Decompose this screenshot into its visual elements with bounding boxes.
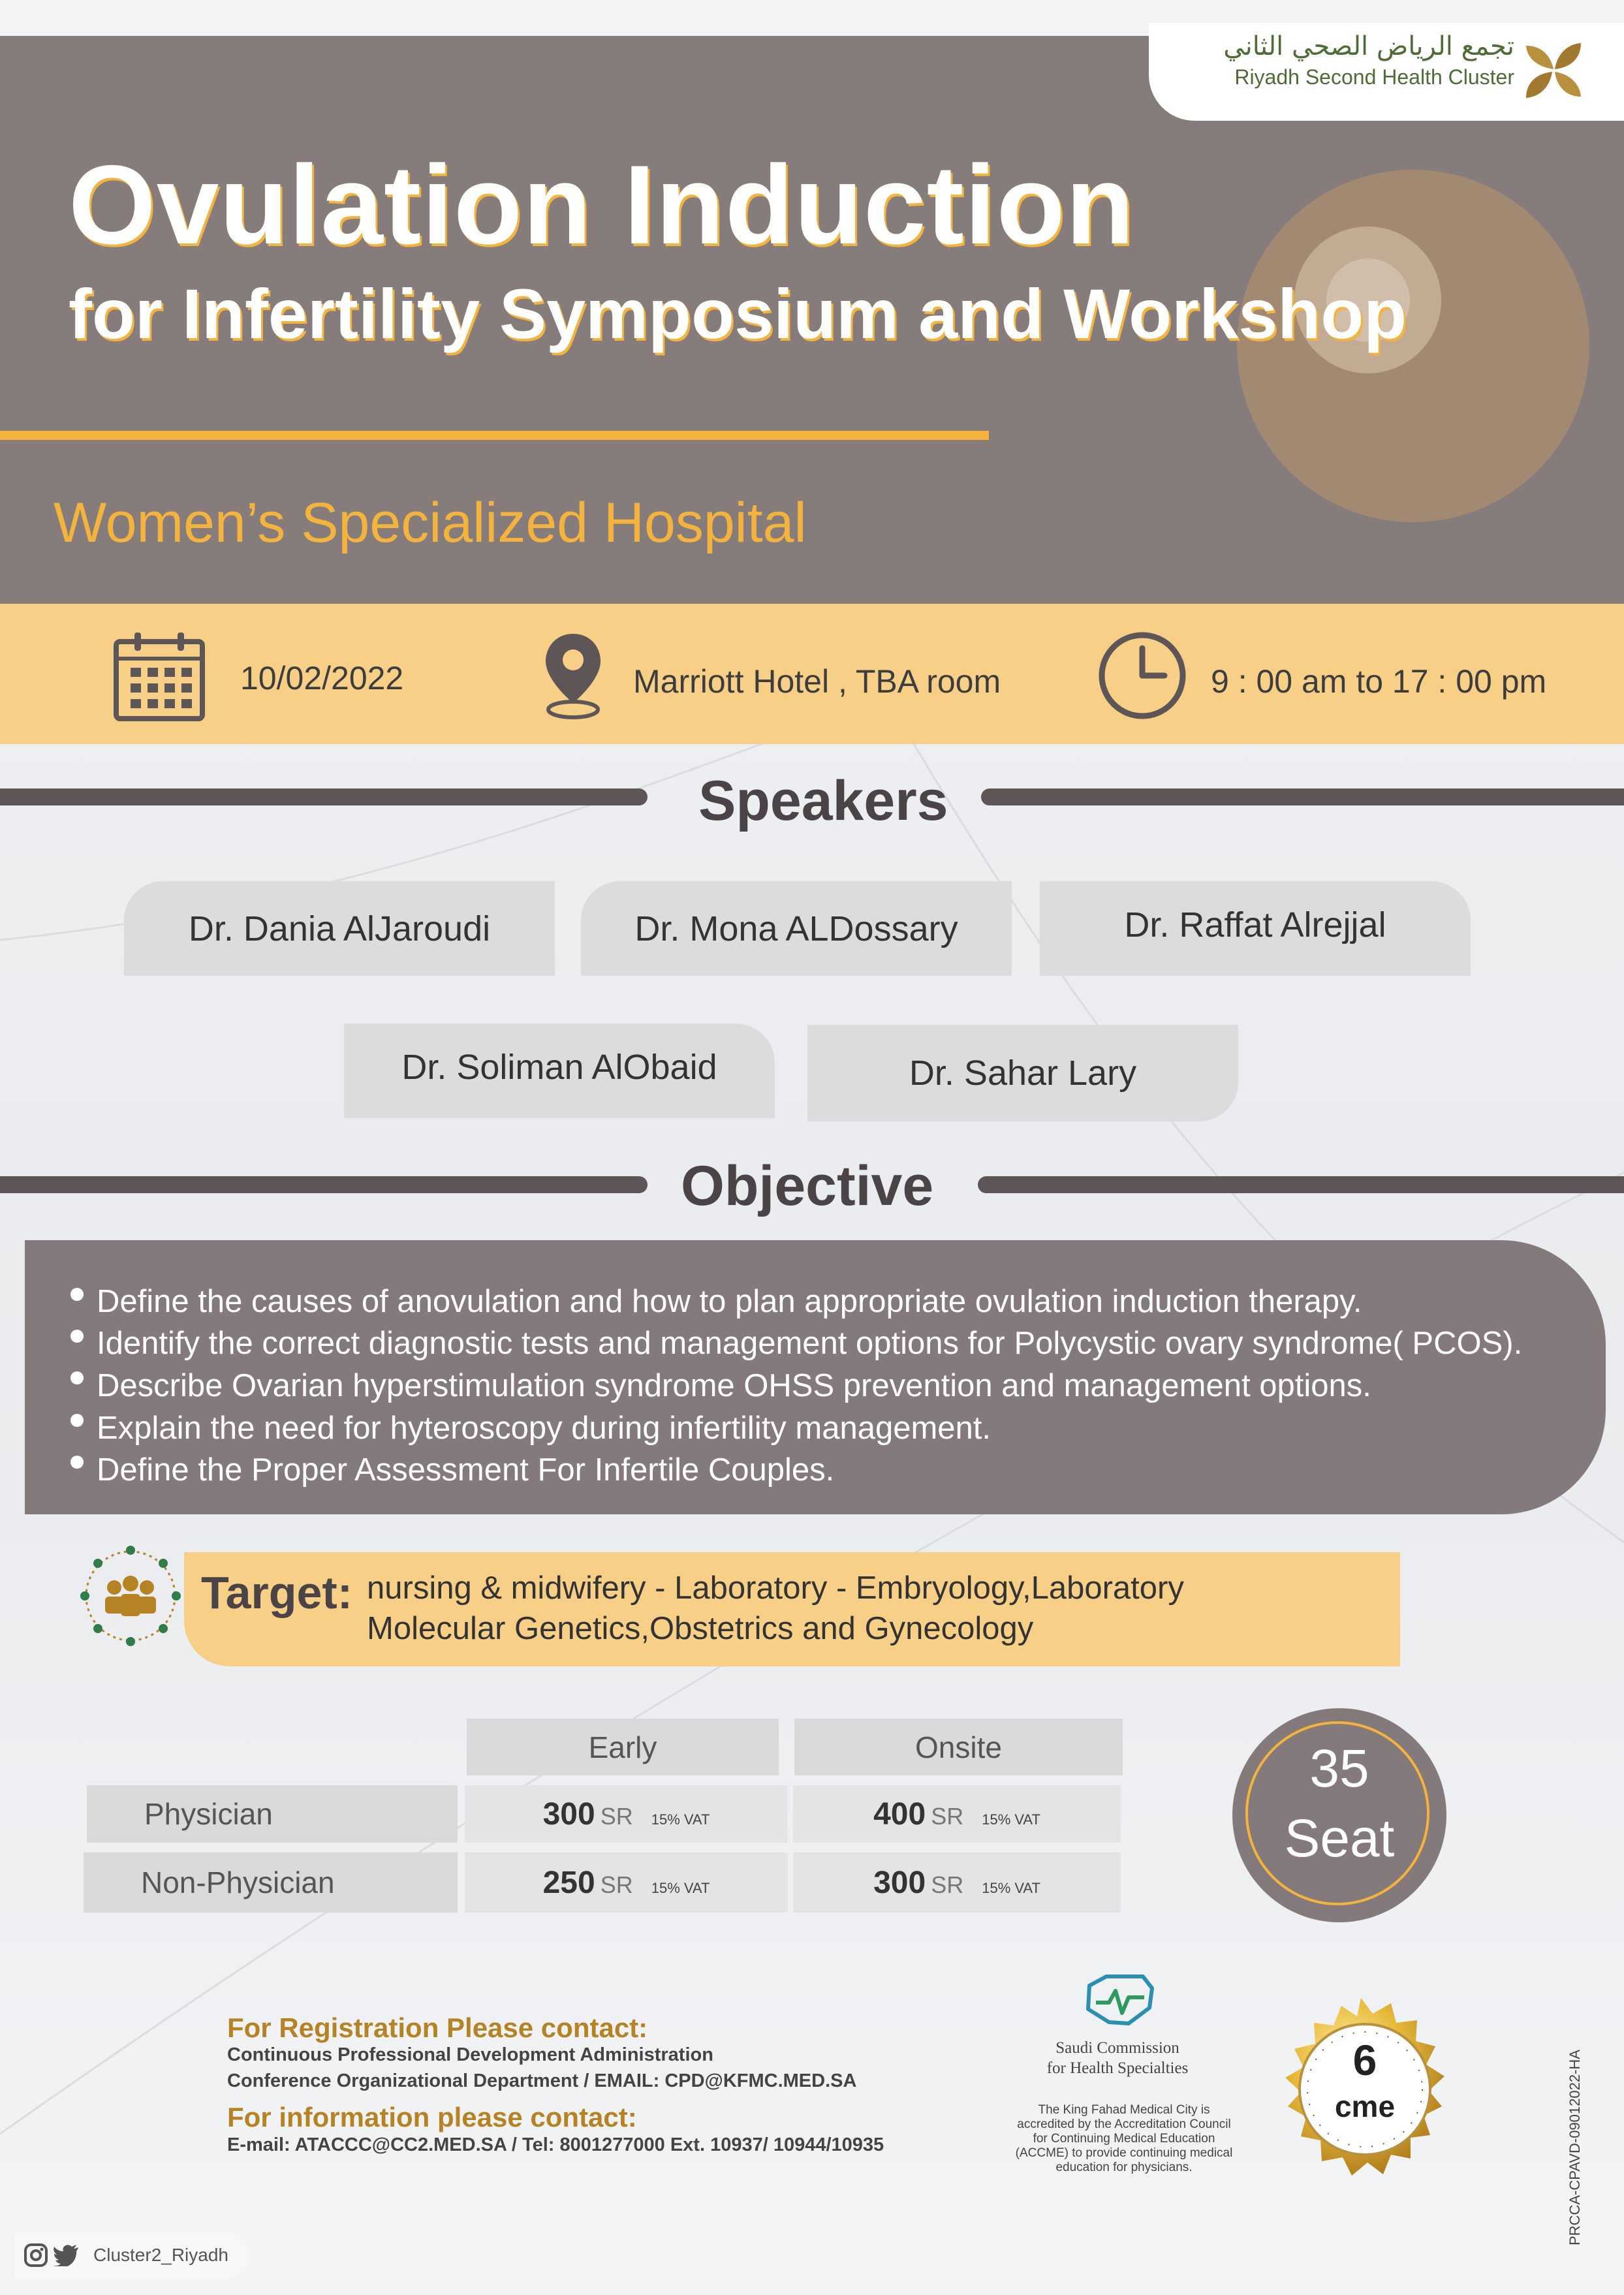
- seat-number: 35: [1309, 1739, 1369, 1798]
- fee-price: [543, 1796, 710, 1832]
- speakers-divider-right: [981, 788, 1624, 805]
- calendar-icon: [112, 630, 207, 723]
- fee-amount: 300: [542, 1796, 595, 1832]
- fee-vat: 15% VAT: [651, 1879, 710, 1896]
- fee-currency: SR: [931, 1871, 964, 1898]
- registration-heading: For Registration Please contact:: [227, 2012, 648, 2043]
- target-label: Target:: [201, 1567, 353, 1618]
- hospital-name: Women’s Specialized Hospital: [54, 492, 807, 554]
- fee-vat: 15% VAT: [982, 1811, 1040, 1828]
- fee-amount: 400: [873, 1796, 926, 1832]
- bullet: [70, 1288, 84, 1301]
- speaker-card: Dr. Mona ALDossary: [581, 881, 1012, 976]
- title-subtitle: for Infertility Symposium and Workshop: [69, 274, 1407, 353]
- bullet: [70, 1414, 84, 1427]
- accreditation-line: (ACCME) to provide continuing medical: [1015, 2146, 1233, 2160]
- information-contact-line: E-mail: ATACCC@CC2.MED.SA / Tel: 8001277000 Ext. 10937/ 10944/10935: [227, 2134, 884, 2155]
- speaker-card: Dr. Soliman AlObaid: [344, 1023, 775, 1118]
- fee-row-label: Physician: [87, 1785, 458, 1843]
- cme-hours: 6: [1352, 2036, 1377, 2084]
- speaker-card: Dr. Dania AlJaroudi: [124, 881, 555, 976]
- speakers-heading: Speakers: [698, 770, 948, 832]
- logo-english-text: Riyadh Second Health Cluster: [1234, 65, 1514, 89]
- objective-item: Define the causes of anovulation and how to plan appropriate ovulation induction therapy.: [97, 1284, 1362, 1319]
- objective-item: Define the Proper Assessment For Infertile Couples.: [97, 1452, 835, 1488]
- fee-price: [543, 1865, 710, 1901]
- registration-email-line: Conference Organizational Department / EMAIL: CPD@KFMC.MED.SA: [227, 2070, 857, 2091]
- accreditation-line: accredited by the Accreditation Council: [1017, 2117, 1231, 2131]
- scfhs-logo-icon: [1080, 1970, 1159, 2032]
- registration-line: Continuous Professional Development Administration: [227, 2044, 713, 2065]
- audience-group-icon: [75, 1540, 186, 1651]
- fee-cell: [793, 1785, 1121, 1843]
- fee-price: [873, 1796, 1040, 1832]
- speaker-card: Dr. Raffat Alrejjal: [1040, 881, 1471, 976]
- twitter-icon[interactable]: [54, 2244, 80, 2266]
- fee-cell: [465, 1852, 788, 1912]
- objective-divider-left: [0, 1176, 648, 1193]
- fee-currency: SR: [931, 1802, 964, 1830]
- fee-vat: 15% VAT: [982, 1879, 1040, 1896]
- scfhs-name-line: for Health Specialties: [1046, 2059, 1189, 2077]
- clock-icon: [1097, 630, 1188, 721]
- event-location: Marriott Hotel , TBA room: [633, 663, 1001, 700]
- bullet: [70, 1371, 84, 1384]
- target-audience-line: Molecular Genetics,Obstetrics and Gynecology: [367, 1611, 1034, 1646]
- objective-item: Describe Ovarian hyperstimulation syndrome OHSS prevention and management options.: [97, 1368, 1371, 1403]
- fee-cell: [793, 1852, 1121, 1912]
- information-heading: For information please contact:: [227, 2102, 637, 2132]
- event-time: 9 : 00 am to 17 : 00 pm: [1211, 663, 1547, 700]
- objective-divider-right: [978, 1176, 1624, 1193]
- speaker-card: Dr. Sahar Lary: [807, 1025, 1238, 1121]
- seat-label: Seat: [1284, 1809, 1395, 1868]
- location-pin-icon: [540, 630, 606, 721]
- document-code: PRCCA-CPAVD-09012022-HA: [1567, 2050, 1583, 2245]
- fee-amount: 250: [542, 1865, 595, 1900]
- cme-label: cme: [1334, 2089, 1396, 2123]
- fee-currency: SR: [600, 1871, 633, 1898]
- fee-currency: SR: [600, 1802, 633, 1830]
- fee-row-label: Non-Physician: [84, 1852, 458, 1912]
- title-divider: [0, 431, 989, 440]
- accreditation-line: for Continuing Medical Education: [1033, 2132, 1215, 2146]
- speakers-divider-left: [0, 788, 648, 805]
- fee-header-early: Early: [467, 1719, 779, 1775]
- fee-vat: 15% VAT: [651, 1811, 710, 1828]
- cluster-logo-icon: [1521, 38, 1586, 103]
- target-audience-line: nursing & midwifery - Laboratory - Embryology,Laboratory: [367, 1570, 1184, 1606]
- scfhs-name-line: Saudi Commission: [1055, 2039, 1179, 2057]
- social-handle[interactable]: Cluster2_Riyadh: [93, 2245, 228, 2265]
- fee-cell: [465, 1785, 788, 1843]
- objective-item: Identify the correct diagnostic tests and management options for Polycystic ovary syndrome( PCOS).: [97, 1326, 1523, 1361]
- fee-amount: 300: [873, 1865, 926, 1900]
- instagram-icon[interactable]: [23, 2243, 48, 2268]
- title-main: Ovulation Induction: [69, 142, 1135, 268]
- event-date: 10/02/2022: [240, 660, 404, 696]
- accreditation-line: education for physicians.: [1055, 2161, 1193, 2174]
- bullet: [70, 1456, 84, 1469]
- bullet: [70, 1330, 84, 1343]
- fee-header-onsite: Onsite: [794, 1719, 1123, 1775]
- accreditation-line: The King Fahad Medical City is: [1038, 2103, 1210, 2117]
- objective-item: Explain the need for hyteroscopy during infertility management.: [97, 1411, 992, 1446]
- fee-price: [873, 1865, 1040, 1901]
- objective-heading: Objective: [681, 1155, 934, 1217]
- logo-arabic-text: تجمع الرياض الصحي الثاني: [1223, 31, 1514, 61]
